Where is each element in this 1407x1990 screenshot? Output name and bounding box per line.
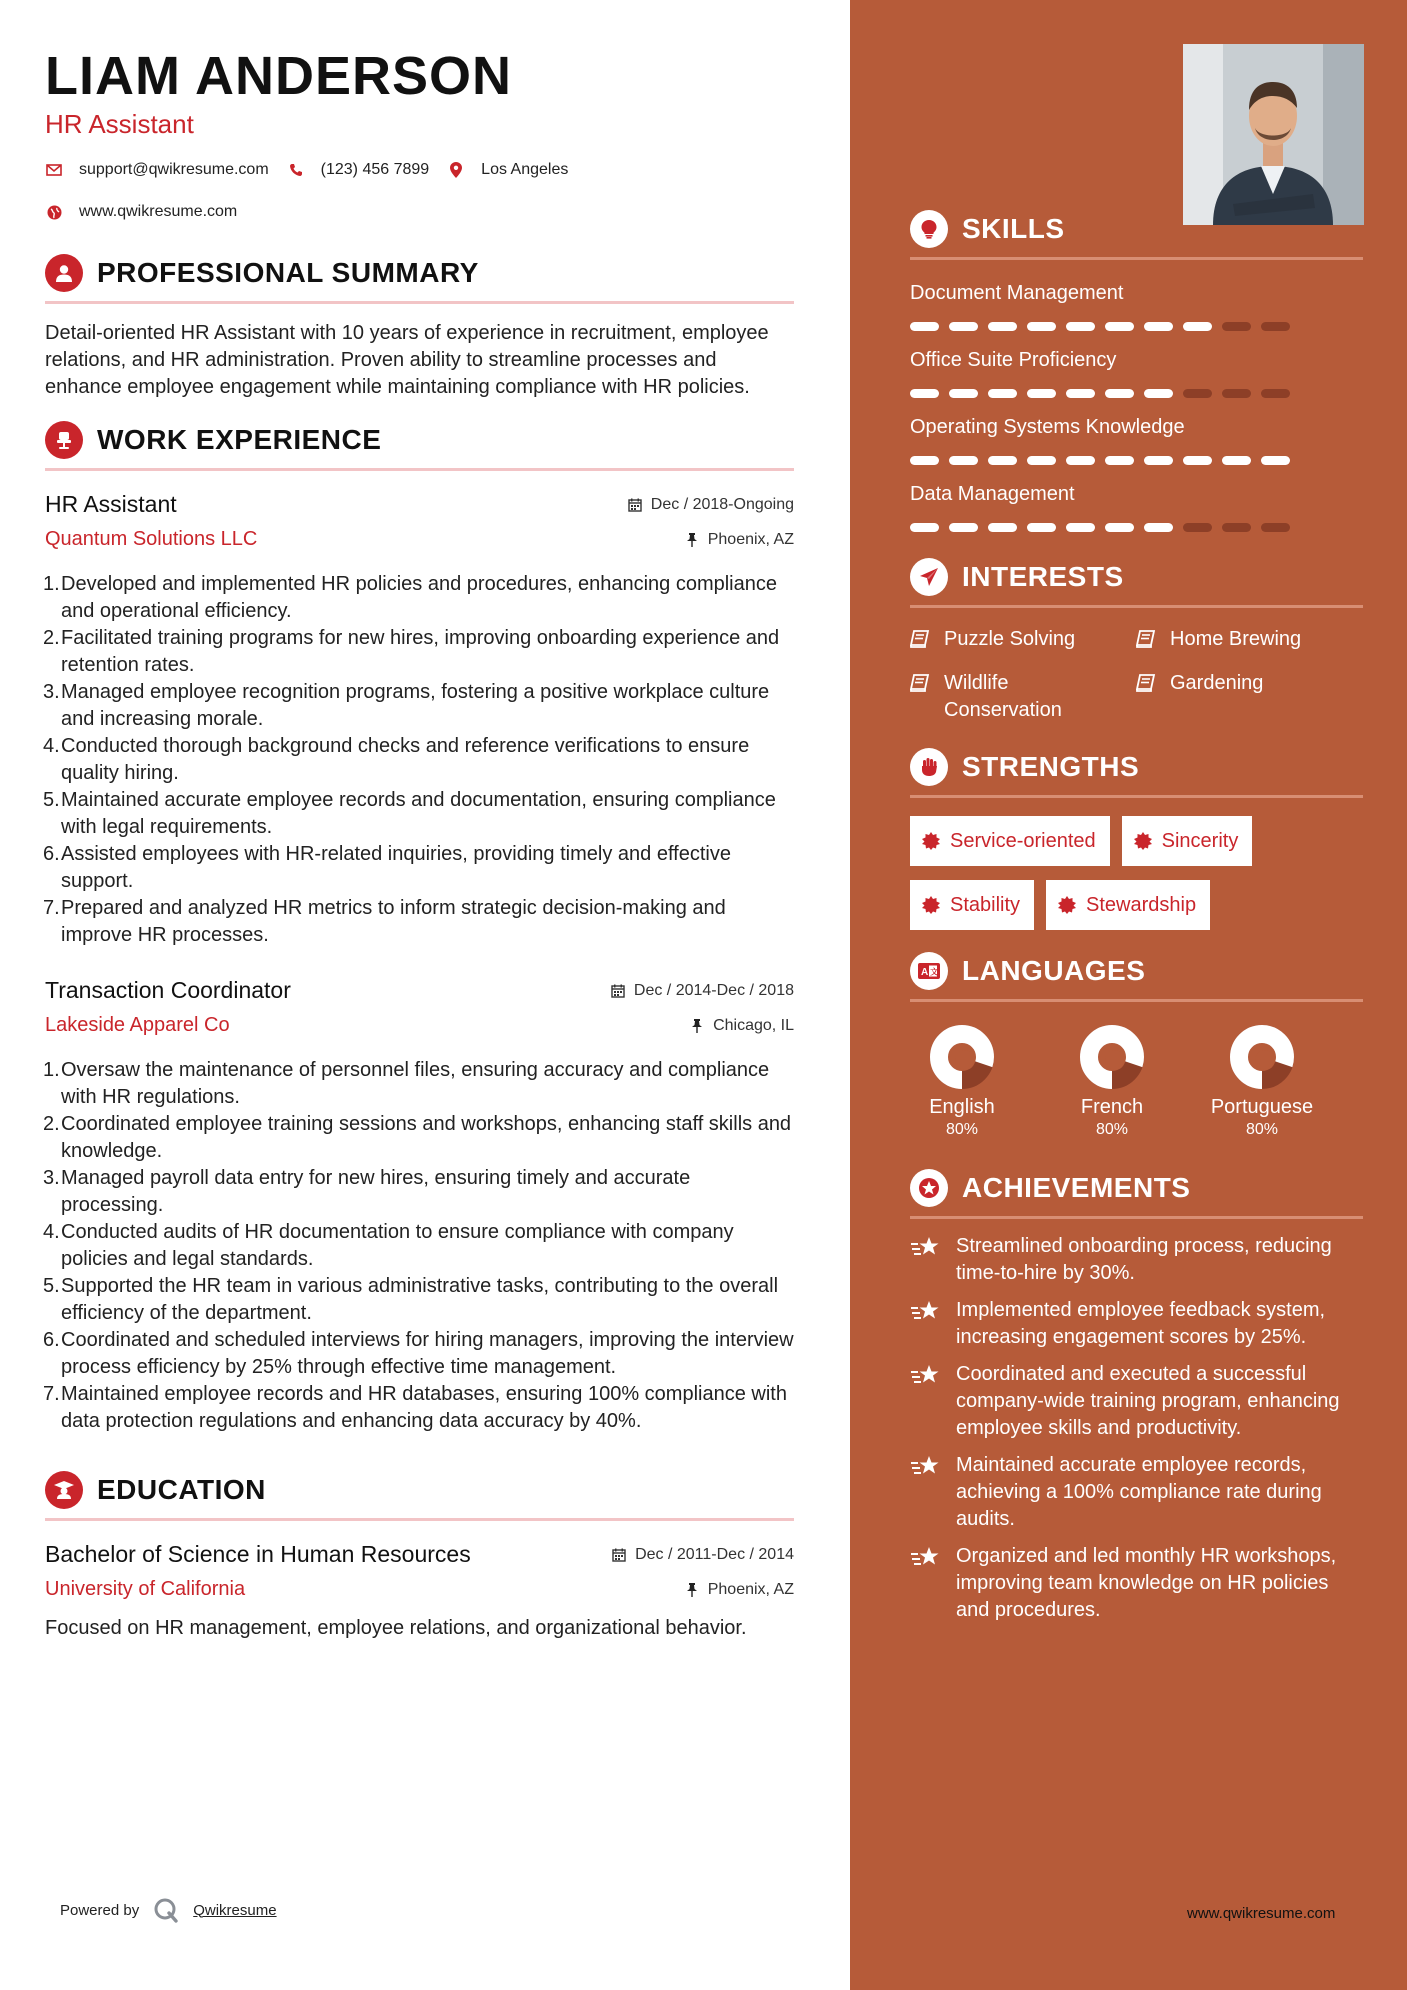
summary-text: Detail-oriented HR Assistant with 10 years of experience in recruitment, employee relations, and HR administration. Proven ability to streamline processes and enhance employee engagement while maintaining compliance with HR policies. xyxy=(45,322,769,398)
phone-icon xyxy=(287,161,305,179)
skill-dot-filled xyxy=(1105,523,1134,532)
skill-dot-empty xyxy=(1222,322,1251,331)
job-bullets xyxy=(45,1057,794,1435)
skill-dot-empty xyxy=(1261,322,1290,331)
strength-tag xyxy=(910,816,1110,866)
job-entry xyxy=(45,491,794,949)
education-dates-text: Dec / 2011-Dec / 2014 xyxy=(635,1545,794,1563)
contact-email[interactable] xyxy=(45,158,269,182)
job-entry xyxy=(45,977,794,1435)
job-title: HR Assistant xyxy=(45,491,177,517)
achievement-text: Streamlined onboarding process, reducing time-to-hire by 30%. xyxy=(956,1235,1332,1284)
skill-dot-empty xyxy=(1222,523,1251,532)
website-text: www.qwikresume.com xyxy=(79,203,238,220)
interests-section-header xyxy=(910,558,1363,608)
list-item: 6. Coordinated and scheduled interviews for hiring managers, improving the interview process efficiency by 25% through effective time management. xyxy=(43,1329,794,1378)
interest-item xyxy=(910,670,1136,724)
skill-dot-filled xyxy=(1066,322,1095,331)
skill-dot-filled xyxy=(1027,389,1056,398)
skill-dot-filled xyxy=(1144,523,1173,532)
qwikresume-link[interactable]: Qwikresume xyxy=(193,1901,277,1919)
skill-dot-filled xyxy=(949,322,978,331)
language-name: Portuguese xyxy=(1210,1096,1314,1118)
calendar-icon xyxy=(610,983,626,999)
language-percent: 80% xyxy=(1245,1121,1279,1138)
candidate-name: LIAM ANDERSON xyxy=(45,46,512,106)
achievements-list xyxy=(910,1233,1363,1624)
summary-title: PROFESSIONAL SUMMARY xyxy=(97,257,479,288)
achievement-text: Maintained accurate employee records, achieving a 100% compliance rate during audits. xyxy=(956,1454,1322,1530)
skill-dot-filled xyxy=(910,523,939,532)
education-location xyxy=(684,1581,794,1599)
skill-dot-filled xyxy=(949,389,978,398)
experience-title: WORK EXPERIENCE xyxy=(97,424,382,455)
skill-dot-filled xyxy=(1144,322,1173,331)
skill-dot-filled xyxy=(1183,456,1212,465)
languages-title: LANGUAGES xyxy=(962,955,1146,986)
language-progress-ring xyxy=(929,1024,995,1090)
strengths-section-header xyxy=(910,748,1363,798)
skill-dot-empty xyxy=(1183,389,1212,398)
strength-label: Stability xyxy=(950,893,1021,916)
office-chair-icon xyxy=(45,421,83,459)
achievements-section-header xyxy=(910,1169,1363,1219)
location-text: Los Angeles xyxy=(481,161,569,178)
achievement-item xyxy=(910,1233,1363,1287)
seal-badge-icon xyxy=(1134,832,1152,850)
skill-dot-filled xyxy=(949,523,978,532)
fist-icon xyxy=(910,748,948,786)
achievement-item xyxy=(910,1361,1363,1442)
school-name: University of California xyxy=(45,1578,246,1600)
skill-dot-filled xyxy=(1027,456,1056,465)
contact-location xyxy=(447,158,568,182)
contact-website[interactable] xyxy=(45,200,767,224)
achievements-title: ACHIEVEMENTS xyxy=(962,1172,1191,1203)
contact-list xyxy=(45,158,785,224)
strength-label: Service-oriented xyxy=(950,829,1096,852)
skill-name: Operating Systems Knowledge xyxy=(910,416,1185,438)
strength-tag xyxy=(1046,880,1210,930)
skill-item xyxy=(910,483,1363,532)
star-badge-icon xyxy=(910,1169,948,1207)
language-name: French xyxy=(1080,1096,1144,1118)
achievement-text: Coordinated and executed a successful company-wide training program, enhancing employee skills and productivity. xyxy=(956,1363,1340,1439)
job-title: Transaction Coordinator xyxy=(45,977,291,1003)
achievement-item xyxy=(910,1543,1363,1624)
skills-list xyxy=(910,282,1363,532)
skill-dot-filled xyxy=(910,322,939,331)
skill-level-bar xyxy=(910,322,1363,331)
list-item: 4. Conducted audits of HR documentation to ensure compliance with company policies and legal standards. xyxy=(43,1221,734,1270)
skill-name: Data Management xyxy=(910,483,1075,505)
skill-dot-filled xyxy=(1144,456,1173,465)
achievement-text: Implemented employee feedback system, increasing engagement scores by 25%. xyxy=(956,1299,1326,1348)
shooting-star-icon xyxy=(910,1299,942,1351)
book-icon xyxy=(910,673,932,700)
job-dates xyxy=(627,496,794,514)
ring-hole xyxy=(1105,1050,1125,1070)
education-dates xyxy=(611,1546,794,1564)
summary-section-header xyxy=(45,254,794,304)
education-description: Focused on HR management, employee relations, and organizational behavior. xyxy=(45,1617,747,1639)
footer-website-link[interactable]: www.qwikresume.com xyxy=(1187,1905,1336,1922)
skill-dot-filled xyxy=(1066,456,1095,465)
pin-icon xyxy=(684,532,700,548)
list-item: 6. Assisted employees with HR-related inquiries, providing timely and effective support. xyxy=(43,843,731,892)
interest-label: Gardening xyxy=(1170,672,1264,694)
book-icon xyxy=(1136,673,1158,700)
skill-dot-filled xyxy=(1144,389,1173,398)
seal-badge-icon xyxy=(1058,896,1076,914)
skill-item xyxy=(910,416,1363,465)
skill-dot-empty xyxy=(1183,523,1212,532)
shooting-star-icon xyxy=(910,1235,942,1287)
list-item: 1. Oversaw the maintenance of personnel files, ensuring accuracy and compliance with HR regulations. xyxy=(43,1059,770,1108)
svg-text:文: 文 xyxy=(930,967,939,977)
shooting-star-icon xyxy=(910,1454,942,1533)
language-percent: 80% xyxy=(1095,1121,1129,1138)
achievement-text: Organized and led monthly HR workshops, improving team knowledge on HR policies and procedures. xyxy=(956,1545,1337,1621)
strengths-list xyxy=(910,816,1330,930)
email-text: support@qwikresume.com xyxy=(79,161,269,178)
list-item: 2. Facilitated training programs for new hires, improving onboarding experience and retention rates. xyxy=(43,627,780,676)
interests-title: INTERESTS xyxy=(962,561,1124,592)
skill-dot-filled xyxy=(1066,523,1095,532)
skill-dot-empty xyxy=(1261,523,1290,532)
company-name: Quantum Solutions LLC xyxy=(45,528,258,550)
lightbulb-icon xyxy=(910,210,948,248)
skills-title: SKILLS xyxy=(962,213,1065,244)
company-name: Lakeside Apparel Co xyxy=(45,1014,230,1036)
skill-name: Document Management xyxy=(910,282,1124,304)
job-dates xyxy=(610,982,794,1000)
skill-dot-filled xyxy=(910,389,939,398)
translate-icon xyxy=(910,952,948,990)
skill-item xyxy=(910,282,1363,331)
degree-title: Bachelor of Science in Human Resources xyxy=(45,1541,471,1567)
job-location-text: Phoenix, AZ xyxy=(707,530,794,548)
paper-plane-icon xyxy=(910,558,948,596)
job-location xyxy=(684,531,794,549)
language-percent: 80% xyxy=(945,1121,979,1138)
skill-dot-empty xyxy=(1222,389,1251,398)
footer-powered-by xyxy=(60,1897,277,1923)
ring-hole xyxy=(955,1050,975,1070)
skill-dot-filled xyxy=(1222,456,1251,465)
achievement-item xyxy=(910,1452,1363,1533)
skill-dot-filled xyxy=(1027,523,1056,532)
interest-label: Home Brewing xyxy=(1170,628,1302,650)
contact-phone[interactable] xyxy=(287,158,430,182)
list-item: 2. Coordinated employee training sessions and workshops, enhancing staff skills and knowledge. xyxy=(43,1113,792,1162)
list-item: 3. Managed employee recognition programs, fostering a positive workplace culture and increasing morale. xyxy=(43,681,770,730)
languages-list xyxy=(910,1024,1363,1139)
interest-item xyxy=(910,626,1136,656)
user-icon xyxy=(45,254,83,292)
strength-tag xyxy=(1122,816,1253,866)
skill-dot-filled xyxy=(988,389,1017,398)
book-icon xyxy=(1136,629,1158,656)
skill-dot-filled xyxy=(988,456,1017,465)
language-progress-ring xyxy=(1229,1024,1295,1090)
strength-tag xyxy=(910,880,1034,930)
strengths-title: STRENGTHS xyxy=(962,751,1140,782)
skill-dot-filled xyxy=(988,523,1017,532)
candidate-role: HR Assistant xyxy=(45,109,194,139)
language-progress-ring xyxy=(1079,1024,1145,1090)
skill-dot-filled xyxy=(910,456,939,465)
sidebar xyxy=(850,0,1407,1990)
achievement-item xyxy=(910,1297,1363,1351)
seal-badge-icon xyxy=(922,896,940,914)
skill-dot-filled xyxy=(988,322,1017,331)
skill-dot-filled xyxy=(1261,456,1290,465)
qwikresume-logo-icon xyxy=(153,1897,179,1923)
skill-dot-filled xyxy=(1066,389,1095,398)
job-dates-text: Dec / 2018-Ongoing xyxy=(650,495,794,513)
svg-text:A: A xyxy=(921,967,929,978)
language-name: English xyxy=(929,1096,995,1118)
globe-icon xyxy=(45,203,63,221)
skill-name: Office Suite Proficiency xyxy=(910,349,1117,371)
list-item: 4. Conducted thorough background checks and reference verifications to ensure quality hiring. xyxy=(43,735,750,784)
skill-level-bar xyxy=(910,456,1363,465)
shooting-star-icon xyxy=(910,1363,942,1442)
language-item xyxy=(1037,1024,1187,1139)
language-item xyxy=(1187,1024,1337,1139)
education-section-header xyxy=(45,1471,794,1521)
powered-by-label: Powered by xyxy=(60,1901,140,1919)
list-item: 7. Maintained employee records and HR databases, ensuring 100% compliance with data protection regulations and enhancing data accuracy by 40%. xyxy=(43,1383,787,1432)
book-icon xyxy=(910,629,932,656)
skill-dot-filled xyxy=(1105,389,1134,398)
profile-photo xyxy=(1183,44,1364,225)
job-location xyxy=(689,1017,794,1035)
list-item: 5. Maintained accurate employee records and documentation, ensuring compliance with legal requirements. xyxy=(43,789,776,838)
skill-dot-filled xyxy=(1105,456,1134,465)
skill-level-bar xyxy=(910,523,1363,532)
list-item: 1. Developed and implemented HR policies and procedures, enhancing compliance and operational efficiency. xyxy=(43,573,777,622)
skill-dot-filled xyxy=(949,456,978,465)
ring-hole xyxy=(1255,1050,1275,1070)
language-item xyxy=(887,1024,1037,1139)
envelope-icon xyxy=(45,161,63,179)
calendar-icon xyxy=(611,1547,627,1563)
interest-item xyxy=(1136,670,1336,724)
list-item: 7. Prepared and analyzed HR metrics to inform strategic decision-making and improve HR processes. xyxy=(43,897,726,946)
skill-dot-filled xyxy=(1105,322,1134,331)
education-location-text: Phoenix, AZ xyxy=(707,1580,794,1598)
strength-label: Sincerity xyxy=(1161,829,1239,852)
skill-item xyxy=(910,349,1363,398)
shooting-star-icon xyxy=(910,1545,942,1624)
skill-dot-empty xyxy=(1261,389,1290,398)
strength-label: Stewardship xyxy=(1086,893,1197,916)
phone-text: (123) 456 7899 xyxy=(320,161,430,178)
pin-icon xyxy=(689,1018,705,1034)
education-entry xyxy=(45,1541,794,1642)
graduate-icon xyxy=(45,1471,83,1509)
job-bullets xyxy=(45,571,794,949)
interest-item xyxy=(1136,626,1336,656)
seal-badge-icon xyxy=(922,832,940,850)
skill-dot-filled xyxy=(1027,322,1056,331)
list-item: 3. Managed payroll data entry for new hires, ensuring timely and accurate processing. xyxy=(43,1167,691,1216)
calendar-icon xyxy=(627,497,643,513)
skill-level-bar xyxy=(910,389,1363,398)
pin-icon xyxy=(684,1582,700,1598)
job-dates-text: Dec / 2014-Dec / 2018 xyxy=(633,981,794,999)
list-item: 5. Supported the HR team in various administrative tasks, contributing to the overall efficiency of the department. xyxy=(43,1275,779,1324)
interest-label: Wildlife Conservation xyxy=(944,672,1062,721)
map-pin-icon xyxy=(447,161,465,179)
skill-dot-filled xyxy=(1183,322,1212,331)
education-title: EDUCATION xyxy=(97,1474,266,1505)
interest-label: Puzzle Solving xyxy=(944,628,1076,650)
experience-section-header xyxy=(45,421,794,471)
languages-section-header xyxy=(910,952,1363,1002)
job-location-text: Chicago, IL xyxy=(713,1016,794,1034)
interests-list xyxy=(910,626,1363,724)
